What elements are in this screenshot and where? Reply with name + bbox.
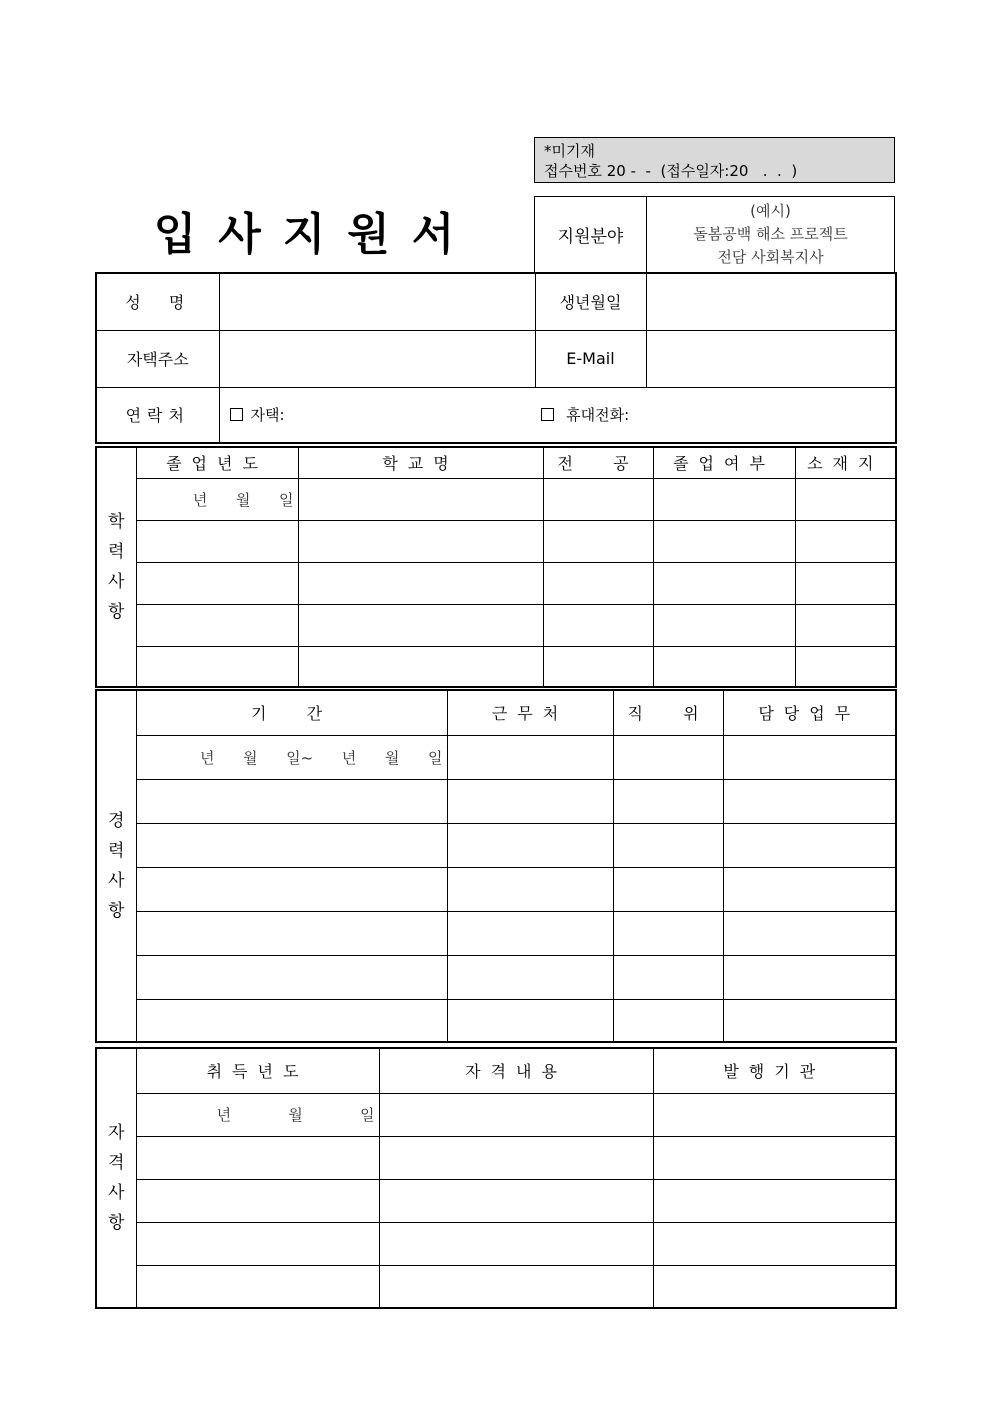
table-row [96,1179,896,1222]
major-cell[interactable] [543,520,653,562]
graduation-date-cell[interactable] [136,604,298,646]
major-cell[interactable] [543,478,653,520]
workplace-cell[interactable] [447,955,613,999]
position-cell[interactable] [613,779,723,823]
status-cell[interactable] [653,562,795,604]
workplace-cell[interactable] [447,735,613,779]
location-cell[interactable] [795,478,896,520]
address-input[interactable] [219,330,535,387]
issuing-agency-cell[interactable] [653,1093,896,1136]
header-issuing-agency: 발행기관 [653,1048,896,1093]
email-label: E-Mail [535,330,646,387]
table-row [96,779,896,823]
location-cell[interactable] [795,604,896,646]
acquisition-date-cell[interactable] [136,1265,379,1308]
position-cell[interactable] [613,911,723,955]
table-row [96,867,896,911]
period-cell[interactable] [136,867,447,911]
field-line-2: 전담 사회복지사 [717,248,824,266]
receipt-note: *미기재 [544,142,595,160]
license-content-cell[interactable] [379,1093,653,1136]
contact-row [219,387,896,443]
acquisition-date-cell[interactable] [136,1222,379,1265]
header-school-name: 학교명 [298,447,543,478]
status-cell[interactable] [653,478,795,520]
status-cell[interactable] [653,604,795,646]
receipt-number-line: 접수번호 20 - - (접수일자:20 . . ) [544,162,798,180]
graduation-date-cell[interactable] [136,520,298,562]
workplace-cell[interactable] [447,779,613,823]
receipt-box [534,137,895,183]
acquisition-date-cell[interactable] [136,1179,379,1222]
header-position: 직 위 [613,690,723,735]
workplace-cell[interactable] [447,911,613,955]
table-row [96,604,896,646]
license-section-label: 자 격 사 항 [96,1048,136,1308]
career-section-label: 경 력 사 항 [96,690,136,1042]
issuing-agency-cell[interactable] [653,1136,896,1179]
acquisition-date-cell[interactable]: 년 월 일 [136,1093,379,1136]
duties-cell[interactable] [723,999,896,1042]
table-row [96,646,896,687]
graduation-date-cell[interactable] [136,646,298,687]
period-cell[interactable] [136,911,447,955]
header-major: 전 공 [543,447,653,478]
location-cell[interactable] [795,562,896,604]
period-cell[interactable] [136,823,447,867]
table-row [96,1093,896,1136]
document-title: 입사지원서 [153,209,477,260]
location-cell[interactable] [795,646,896,687]
header-acquisition-year: 취득년도 [136,1048,379,1093]
table-row [96,955,896,999]
duties-cell[interactable] [723,779,896,823]
email-input[interactable] [646,330,896,387]
workplace-cell[interactable] [447,823,613,867]
header-graduation-year: 졸업년도 [136,447,298,478]
license-table [95,1047,897,1309]
application-field-value[interactable] [647,197,894,272]
major-cell[interactable] [543,646,653,687]
status-cell[interactable] [653,520,795,562]
education-table [95,446,897,688]
school-cell[interactable] [298,562,543,604]
workplace-cell[interactable] [447,867,613,911]
header-location: 소재지 [795,447,896,478]
table-row [96,1136,896,1179]
duties-cell[interactable] [723,911,896,955]
birthdate-label: 생년월일 [535,273,646,330]
table-row [96,1265,896,1308]
issuing-agency-cell[interactable] [653,1265,896,1308]
header-workplace: 근무처 [447,690,613,735]
table-row [96,823,896,867]
school-cell[interactable] [298,520,543,562]
position-cell[interactable] [613,955,723,999]
issuing-agency-cell[interactable] [653,1222,896,1265]
table-row [96,520,896,562]
mobile-phone-checkbox[interactable] [541,408,554,421]
acquisition-date-cell[interactable] [136,1136,379,1179]
position-cell[interactable] [613,867,723,911]
header-license-content: 자격내용 [379,1048,653,1093]
workplace-cell[interactable] [447,999,613,1042]
location-cell[interactable] [795,520,896,562]
table-row [96,735,896,779]
period-cell[interactable]: 년 월 일~ 년 월 일 [136,735,447,779]
home-phone-label: 자택: [250,406,285,425]
table-row [96,911,896,955]
field-example-label: (예시) [750,202,791,220]
career-table [95,689,897,1043]
mobile-phone-label: 휴대전화: [566,406,630,425]
application-field-box [534,196,895,273]
period-cell[interactable] [136,999,447,1042]
major-cell[interactable] [543,604,653,646]
name-input[interactable] [219,273,535,330]
application-field-label: 지원분야 [535,197,647,272]
status-cell[interactable] [653,646,795,687]
duties-cell[interactable] [723,955,896,999]
position-cell[interactable] [613,735,723,779]
graduation-date-cell[interactable] [136,562,298,604]
license-content-cell[interactable] [379,1179,653,1222]
duties-cell[interactable] [723,867,896,911]
name-label: 성 명 [96,273,219,330]
graduation-date-cell[interactable]: 년 월 일 [136,478,298,520]
birthdate-input[interactable] [646,273,896,330]
period-cell[interactable] [136,779,447,823]
school-cell[interactable] [298,604,543,646]
position-cell[interactable] [613,999,723,1042]
license-content-cell[interactable] [379,1265,653,1308]
table-row [96,562,896,604]
education-section-label: 학 력 사 항 [96,447,136,687]
position-cell[interactable] [613,823,723,867]
major-cell[interactable] [543,562,653,604]
header-graduation-status: 졸업여부 [653,447,795,478]
school-cell[interactable] [298,646,543,687]
contact-label: 연락처 [96,387,219,443]
table-row [96,1222,896,1265]
personal-info-table [95,272,897,444]
duties-cell[interactable] [723,823,896,867]
home-phone-checkbox[interactable] [230,408,243,421]
field-line-1: 돌봄공백 해소 프로젝트 [693,225,848,243]
issuing-agency-cell[interactable] [653,1179,896,1222]
school-cell[interactable] [298,478,543,520]
table-row [96,478,896,520]
period-cell[interactable] [136,955,447,999]
duties-cell[interactable] [723,735,896,779]
address-label: 자택주소 [96,330,219,387]
header-duties: 담당업무 [723,690,896,735]
license-content-cell[interactable] [379,1136,653,1179]
table-row [96,999,896,1042]
license-content-cell[interactable] [379,1222,653,1265]
header-period: 기 간 [136,690,447,735]
